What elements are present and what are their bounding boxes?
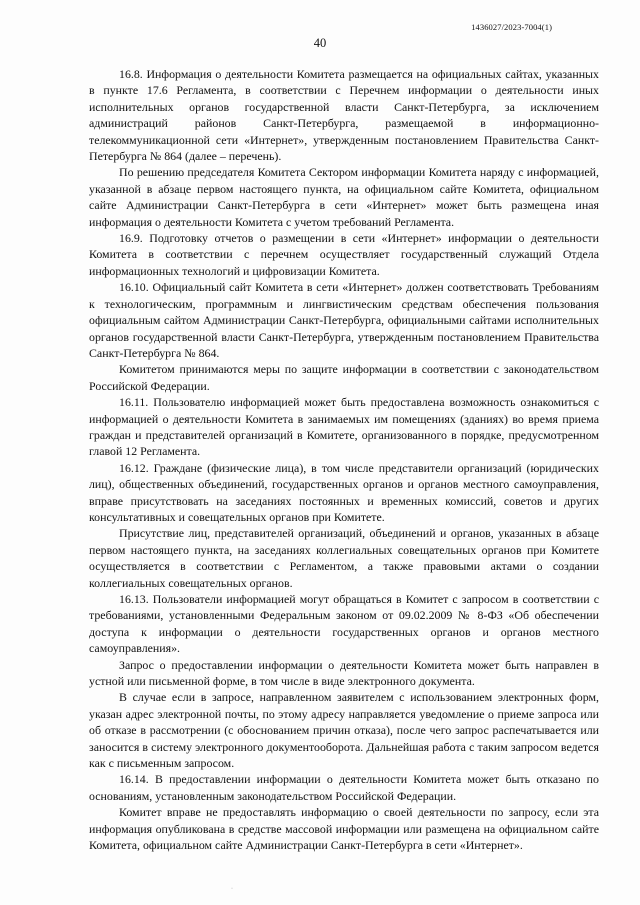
paragraph-16-14: 16.14. В предоставлении информации о деятельности Комитета может быть отказано по основаниям, установленным законодательством Российской Федерации. [89,772,599,803]
page-number: 40 [313,36,327,50]
paragraph-16-9: 16.9. Подготовку отчетов о размещении в сети «Интернет» информации о деятельности Комитета в соответствии с перечнем осуществляет государственный служащий Отдела информационных технологий и цифровизации Комитета. [89,231,599,278]
paragraph-16-10: 16.10. Официальный сайт Комитета в сети «Интернет» должен соответствовать Требованиям к технологическим, программным и лингвистическим средствам обеспечения пользования официальным сайтом Администрации Санкт-Петербурга, официальными сайтами исполнительных органов государственной власти Санкт-Петербурга, утвержденным постановлением Правительства Санкт-Петербурга № 864. [89,280,599,360]
document-body [89,66,599,854]
paragraph-16-10-protection: Комитетом принимаются меры по защите информации в соответствии с законодательством Российской Федерации. [89,362,599,393]
paragraph-16-8-additional: По решению председателя Комитета Сектором информации Комитета наряду с информацией, указанной в абзаце первом настоящего пункта, на официальном сайте Комитета, официальном сайте Администрации Санкт-Петербурга в сети «Интернет» может быть размещена иная информация о деятельности Комитета с учетом требований Регламента. [89,165,599,229]
paragraph-16-13-request-form: Запрос о предоставлении информации о деятельности Комитета может быть направлен в устной или письменной форме, в том числе в виде электронного документа. [89,657,599,689]
paragraph-16-12-attendance: Присутствие лиц, представителей организаций, объединений и органов, указанных в абзаце первом настоящего пункта, на заседаниях коллегиальных совещательных органов при Комитете осуществляется в соответствии с Регламентом, а также правовыми актами о создании коллегиальных совещательных органов. [89,526,599,590]
paragraph-16-8: 16.8. Информация о деятельности Комитета размещается на официальных сайтах, указанных в пункте 17.6 Регламента, в соответствии с Перечнем информации о деятельности иных исполнительных органов государственной власти Санкт-Петербурга, за исключением администраций районов Санкт-Петербурга, размещаемой в информационно-телекоммуникационной сети «Интернет», утвержденным постановлением Правительства Санкт-Петербурга № 864 (далее – перечень). [89,67,599,164]
paragraph-16-12: 16.12. Граждане (физические лица), в том числе представители организаций (юридических лиц), общественных объединений, государственных органов и органов местного самоуправления, вправе присутствовать на заседаниях постоянных и временных комиссий, советов и других консультативных и совещательных органов при Комитете. [89,460,599,524]
paragraph-16-13: 16.13. Пользователи информацией могут обращаться в Комитет с запросом в соответствии с требованиями, установленными Федеральным законом от 09.02.2009 № 8-ФЗ «Об обеспечении доступа к информации о деятельности государственных органов и органов местного самоуправления». [89,592,599,656]
paragraph-16-13-electronic-request: В случае если в запросе, направленном заявителем с использованием электронных форм, указан адрес электронной почты, по этому адресу направляется уведомление о приеме запроса или об отказе в рассмотрении (с обоснованием причин отказа), после чего запрос распечатывается или заносится в систему электронного документооборота. Дальнейшая работа с таким запросом ведется как с письменным запросом. [89,690,599,771]
document-id: 1436027/2023-7004(1) [471,22,552,32]
paragraph-16-11: 16.11. Пользователю информацией может быть предоставлена возможность ознакомиться с информацией о деятельности Комитета в занимаемых им помещениях (зданиях) во время приема граждан и представителей организаций в Комитете, организованного в порядке, предусмотренном главой 12 Регламента. [89,395,599,459]
paragraph-16-14-refusal: Комитет вправе не предоставлять информацию о своей деятельности по запросу, если эта информация опубликована в средстве массовой информации или размещена на официальном сайте Комитета, официальном сайте Администрации Санкт-Петербурга в сети «Интернет». [89,805,599,853]
scan-artifact-mark: · [231,886,233,892]
